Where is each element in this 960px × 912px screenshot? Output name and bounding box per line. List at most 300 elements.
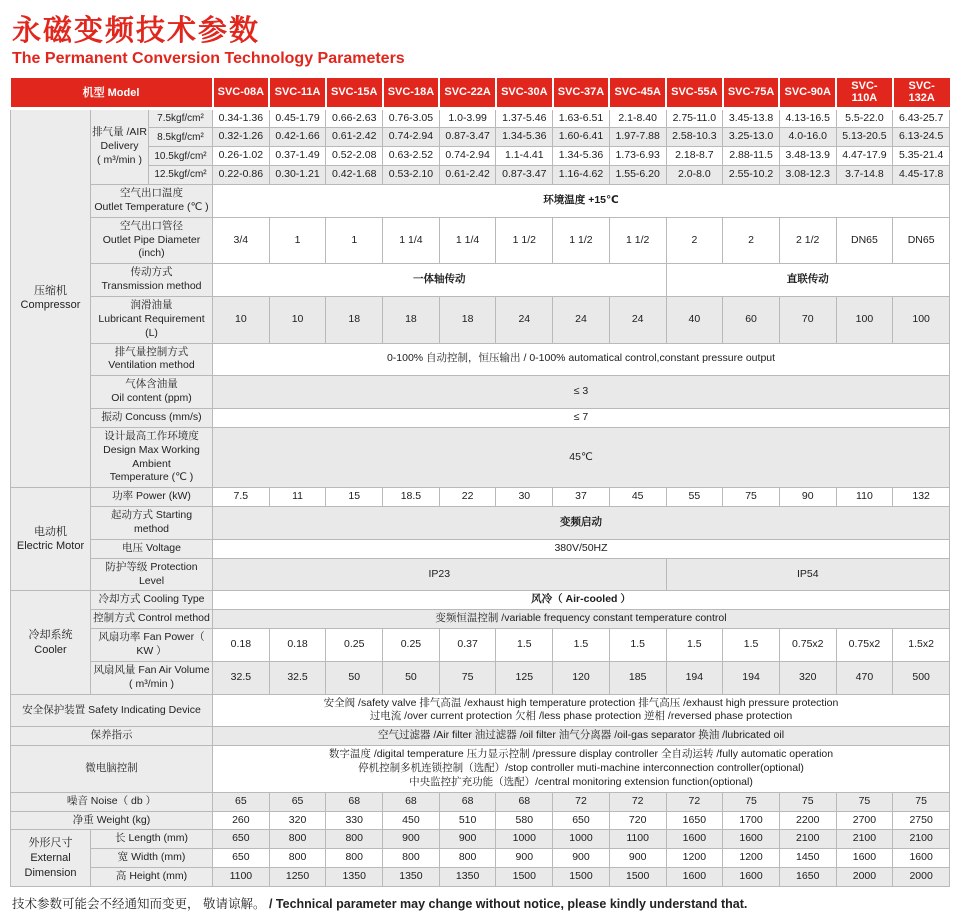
value-cell: 2100 bbox=[836, 830, 893, 849]
value-cell: 75 bbox=[439, 661, 496, 694]
param-label bbox=[91, 427, 213, 487]
value-cell: 0.52-2.08 bbox=[326, 147, 383, 166]
value-cell: 0.87-3.47 bbox=[496, 166, 553, 185]
row-noise bbox=[11, 792, 950, 811]
value-cell: 1200 bbox=[723, 849, 780, 868]
row-outlet-temperature bbox=[11, 184, 950, 217]
value-cell: 50 bbox=[326, 661, 383, 694]
value-cell: 15 bbox=[326, 488, 383, 507]
value-cell: 0.63-2.52 bbox=[383, 147, 440, 166]
row-lubricant-requirement bbox=[11, 296, 950, 343]
param-label: 安全保护装置 Safety Indicating Device bbox=[11, 694, 213, 727]
value-cell: 30 bbox=[496, 488, 553, 507]
value-cell bbox=[213, 694, 950, 727]
param-label: 防护等级 Protection Level bbox=[91, 558, 213, 591]
cell-line: 气体含油量 bbox=[125, 378, 178, 391]
row-ventilation-method bbox=[11, 343, 950, 376]
model-header-SVC-30A: SVC-30A bbox=[496, 78, 553, 108]
value-cell: 650 bbox=[553, 811, 610, 830]
value-cell: 72 bbox=[666, 792, 723, 811]
value-cell: 1.5x2 bbox=[893, 629, 950, 662]
param-label: 保养指示 bbox=[11, 727, 213, 746]
value-cell: IP54 bbox=[666, 558, 949, 591]
value-cell: 1100 bbox=[213, 868, 270, 887]
cell-line: Cooler bbox=[34, 643, 67, 656]
cell-line: 停机控制多机连锁控制（选配）/stop controller muti-machine interconnection controller(optional) bbox=[358, 762, 804, 775]
value-cell: 1650 bbox=[666, 811, 723, 830]
pressure-label: 8.5kgf/cm² bbox=[149, 128, 213, 147]
value-cell: 0.42-1.66 bbox=[269, 128, 326, 147]
value-cell: 1600 bbox=[723, 830, 780, 849]
cell-line: 排气量 /AIR bbox=[92, 125, 147, 138]
value-cell: 0.18 bbox=[213, 629, 270, 662]
value-cell: 0.26-1.02 bbox=[213, 147, 270, 166]
cell-line: 润滑油量 bbox=[130, 298, 173, 311]
value-cell: 2.88-11.5 bbox=[723, 147, 780, 166]
value-cell: 55 bbox=[666, 488, 723, 507]
value-cell: 120 bbox=[553, 661, 610, 694]
value-cell: 320 bbox=[269, 811, 326, 830]
cell-line: Outlet Pipe Diameter (inch) bbox=[102, 233, 201, 260]
row-design-max-ambient-temperature bbox=[11, 427, 950, 487]
footnote bbox=[12, 894, 950, 912]
value-cell: 6.13-24.5 bbox=[893, 128, 950, 147]
row-transmission-method bbox=[11, 264, 950, 297]
value-cell: 0.75x2 bbox=[779, 629, 836, 662]
value-cell: 1700 bbox=[723, 811, 780, 830]
value-cell: 0.30-1.21 bbox=[269, 166, 326, 185]
spec-table-body bbox=[11, 108, 950, 887]
value-cell: 70 bbox=[779, 296, 836, 343]
row-length bbox=[11, 830, 950, 849]
value-cell: 75 bbox=[723, 792, 780, 811]
value-cell: 194 bbox=[666, 661, 723, 694]
row-concuss bbox=[11, 408, 950, 427]
param-label: 冷却方式 Cooling Type bbox=[91, 591, 213, 610]
value-cell: 1.73-6.93 bbox=[609, 147, 666, 166]
value-cell: 1.63-6.51 bbox=[553, 108, 610, 128]
value-cell: 194 bbox=[723, 661, 780, 694]
value-cell: 1 bbox=[269, 217, 326, 264]
value-cell: 1.97-7.88 bbox=[609, 128, 666, 147]
value-cell: 1 1/2 bbox=[496, 217, 553, 264]
value-cell: 380V/50HZ bbox=[213, 539, 950, 558]
cell-line: 压缩机 bbox=[34, 284, 67, 297]
pressure-label: 10.5kgf/cm² bbox=[149, 147, 213, 166]
row-air-delivery-12.5 bbox=[11, 166, 950, 185]
param-label bbox=[91, 264, 213, 297]
model-header-SVC-45A: SVC-45A bbox=[609, 78, 666, 108]
value-cell: 1.5 bbox=[496, 629, 553, 662]
value-cell: 1600 bbox=[723, 868, 780, 887]
value-cell: 3/4 bbox=[213, 217, 270, 264]
value-cell: 185 bbox=[609, 661, 666, 694]
param-label: 起动方式 Starting method bbox=[91, 507, 213, 540]
model-header-SVC-22A: SVC-22A bbox=[439, 78, 496, 108]
row-cooling-type bbox=[11, 591, 950, 610]
row-voltage bbox=[11, 539, 950, 558]
value-cell: 24 bbox=[609, 296, 666, 343]
value-cell: 变频启动 bbox=[213, 507, 950, 540]
value-cell: 37 bbox=[553, 488, 610, 507]
spec-table bbox=[10, 78, 950, 887]
value-cell: 2.75-11.0 bbox=[666, 108, 723, 128]
value-cell: 3.08-12.3 bbox=[779, 166, 836, 185]
value-cell: 75 bbox=[779, 792, 836, 811]
value-cell: 1450 bbox=[779, 849, 836, 868]
value-cell: 2.1-8.40 bbox=[609, 108, 666, 128]
page-subtitle: The Permanent Conversion Technology Parameters bbox=[12, 50, 405, 67]
value-cell: 风冷（ Air-cooled ） bbox=[213, 591, 950, 610]
value-cell: 10 bbox=[269, 296, 326, 343]
value-cell: 2100 bbox=[893, 830, 950, 849]
value-cell: 5.13-20.5 bbox=[836, 128, 893, 147]
value-cell: 720 bbox=[609, 811, 666, 830]
param-label: 长 Length (mm) bbox=[91, 830, 213, 849]
value-cell: 510 bbox=[439, 811, 496, 830]
value-cell: 1.55-6.20 bbox=[609, 166, 666, 185]
value-cell: 2 bbox=[666, 217, 723, 264]
value-cell: 1350 bbox=[383, 868, 440, 887]
value-cell: 0.75x2 bbox=[836, 629, 893, 662]
value-cell: 68 bbox=[496, 792, 553, 811]
row-height bbox=[11, 868, 950, 887]
cell-line: 传动方式 bbox=[130, 266, 173, 279]
value-cell: 3.7-14.8 bbox=[836, 166, 893, 185]
value-cell: 1.34-5.36 bbox=[553, 147, 610, 166]
value-cell: 2700 bbox=[836, 811, 893, 830]
value-cell: 0.76-3.05 bbox=[383, 108, 440, 128]
value-cell: 65 bbox=[213, 792, 270, 811]
row-microcomputer-control bbox=[11, 746, 950, 793]
cell-line: Delivery bbox=[100, 139, 139, 152]
value-cell: 75 bbox=[723, 488, 780, 507]
value-cell: 500 bbox=[893, 661, 950, 694]
value-cell: 0.87-3.47 bbox=[439, 128, 496, 147]
cell-line: Ventilation method bbox=[108, 359, 195, 372]
cell-line: Design Max Working Ambient bbox=[103, 443, 200, 470]
value-cell: IP23 bbox=[213, 558, 667, 591]
value-cell: 3.45-13.8 bbox=[723, 108, 780, 128]
value-cell: 580 bbox=[496, 811, 553, 830]
value-cell: 18 bbox=[326, 296, 383, 343]
pressure-label: 7.5kgf/cm² bbox=[149, 108, 213, 128]
param-label: 控制方式 Control method bbox=[91, 610, 213, 629]
value-cell: 0-100% 自动控制，恒压输出 / 0-100% automatical control,constant pressure output bbox=[213, 343, 950, 376]
value-cell: 68 bbox=[326, 792, 383, 811]
row-control-method bbox=[11, 610, 950, 629]
param-label: 宽 Width (mm) bbox=[91, 849, 213, 868]
value-cell: 450 bbox=[383, 811, 440, 830]
value-cell: 1350 bbox=[439, 868, 496, 887]
value-cell: 68 bbox=[383, 792, 440, 811]
value-cell: 0.53-2.10 bbox=[383, 166, 440, 185]
value-cell: 2000 bbox=[893, 868, 950, 887]
value-cell: 800 bbox=[439, 849, 496, 868]
value-cell: 800 bbox=[326, 830, 383, 849]
group-label bbox=[11, 591, 91, 694]
value-cell: 800 bbox=[326, 849, 383, 868]
value-cell: 900 bbox=[553, 849, 610, 868]
param-label bbox=[91, 296, 213, 343]
param-label bbox=[91, 108, 149, 184]
model-header-SVC-75A: SVC-75A bbox=[723, 78, 780, 108]
row-air-delivery-7.5 bbox=[11, 108, 950, 128]
value-cell: 1.37-5.46 bbox=[496, 108, 553, 128]
pressure-label: 12.5kgf/cm² bbox=[149, 166, 213, 185]
cell-line: 过电流 /over current protection 欠相 /less phase protection 逆相 /reversed phase protection bbox=[369, 710, 793, 723]
value-cell bbox=[213, 746, 950, 793]
value-cell: 1250 bbox=[269, 868, 326, 887]
value-cell: 直联传动 bbox=[666, 264, 949, 297]
param-label: 净重 Weight (kg) bbox=[11, 811, 213, 830]
row-air-delivery-8.5 bbox=[11, 128, 950, 147]
value-cell: 4.47-17.9 bbox=[836, 147, 893, 166]
value-cell: 空气过滤器 /Air filter 油过滤器 /oil filter 油气分离器 /oil-gas separator 换油 /lubricated oil bbox=[213, 727, 950, 746]
value-cell: DN65 bbox=[836, 217, 893, 264]
value-cell: 72 bbox=[553, 792, 610, 811]
value-cell: 3.48-13.9 bbox=[779, 147, 836, 166]
row-fan-power bbox=[11, 629, 950, 662]
page-title: 永磁变频技术参数 bbox=[12, 15, 261, 47]
value-cell: 2.58-10.3 bbox=[666, 128, 723, 147]
value-cell: 2750 bbox=[893, 811, 950, 830]
value-cell: 330 bbox=[326, 811, 383, 830]
value-cell: 0.45-1.79 bbox=[269, 108, 326, 128]
group-label bbox=[11, 108, 91, 488]
value-cell: 1600 bbox=[666, 868, 723, 887]
value-cell: 1.60-6.41 bbox=[553, 128, 610, 147]
value-cell: 32.5 bbox=[269, 661, 326, 694]
value-cell: 1200 bbox=[666, 849, 723, 868]
row-safety-indicating-device bbox=[11, 694, 950, 727]
row-motor-power bbox=[11, 488, 950, 507]
value-cell: 800 bbox=[383, 849, 440, 868]
value-cell: 72 bbox=[609, 792, 666, 811]
value-cell: 24 bbox=[553, 296, 610, 343]
value-cell: 50 bbox=[383, 661, 440, 694]
value-cell: 0.37 bbox=[439, 629, 496, 662]
param-label: 振动 Concuss (mm/s) bbox=[91, 408, 213, 427]
value-cell: 900 bbox=[383, 830, 440, 849]
group-label bbox=[11, 488, 91, 591]
cell-line: Transmission method bbox=[101, 280, 202, 293]
value-cell: 1600 bbox=[893, 849, 950, 868]
value-cell: 1650 bbox=[779, 868, 836, 887]
group-label bbox=[11, 830, 91, 887]
value-cell: 2200 bbox=[779, 811, 836, 830]
value-cell: 65 bbox=[269, 792, 326, 811]
model-header-SVC-18A: SVC-18A bbox=[383, 78, 440, 108]
value-cell: 24 bbox=[496, 296, 553, 343]
cell-line: 冷却系统 bbox=[28, 628, 73, 641]
value-cell: 0.25 bbox=[383, 629, 440, 662]
value-cell: 3.25-13.0 bbox=[723, 128, 780, 147]
value-cell: 650 bbox=[213, 849, 270, 868]
value-cell: 1100 bbox=[609, 830, 666, 849]
value-cell: 0.25 bbox=[326, 629, 383, 662]
value-cell: 100 bbox=[836, 296, 893, 343]
value-cell: 0.74-2.94 bbox=[383, 128, 440, 147]
value-cell: 0.42-1.68 bbox=[326, 166, 383, 185]
cell-line: External bbox=[30, 851, 71, 864]
value-cell: 320 bbox=[779, 661, 836, 694]
footnote-zh: 技术参数可能会不经通知而变更， 敬请谅解。 bbox=[12, 897, 266, 912]
value-cell: 100 bbox=[893, 296, 950, 343]
param-label bbox=[91, 184, 213, 217]
model-header-SVC-132A: SVC-132A bbox=[893, 78, 950, 108]
value-cell: 0.18 bbox=[269, 629, 326, 662]
value-cell: 60 bbox=[723, 296, 780, 343]
param-label bbox=[91, 343, 213, 376]
value-cell: 0.37-1.49 bbox=[269, 147, 326, 166]
cell-line: 空气出口管径 bbox=[120, 219, 183, 232]
value-cell: 650 bbox=[213, 830, 270, 849]
param-label: 微电脑控制 bbox=[11, 746, 213, 793]
cell-line: 设计最高工作环境度 bbox=[104, 429, 199, 442]
value-cell: 68 bbox=[439, 792, 496, 811]
param-label: 风扇风量 Fan Air Volume ( m³/min ) bbox=[91, 661, 213, 694]
value-cell: 环境温度 +15℃ bbox=[213, 184, 950, 217]
model-header-SVC-55A: SVC-55A bbox=[666, 78, 723, 108]
model-header-SVC-90A: SVC-90A bbox=[779, 78, 836, 108]
value-cell: 0.74-2.94 bbox=[439, 147, 496, 166]
row-maintenance-indicator bbox=[11, 727, 950, 746]
value-cell: 7.5 bbox=[213, 488, 270, 507]
value-cell: 1500 bbox=[553, 868, 610, 887]
value-cell: 1.5 bbox=[666, 629, 723, 662]
value-cell: 18 bbox=[383, 296, 440, 343]
cell-line: 安全阀 /safety valve 排气高温 /exhaust high temperature protection 排气高压 /exhaust high pressure protection bbox=[323, 696, 839, 709]
value-cell: ≤ 3 bbox=[213, 376, 950, 409]
value-cell: 10 bbox=[213, 296, 270, 343]
value-cell: 4.0-16.0 bbox=[779, 128, 836, 147]
value-cell: 125 bbox=[496, 661, 553, 694]
row-air-delivery-10.5 bbox=[11, 147, 950, 166]
value-cell: 1.5 bbox=[553, 629, 610, 662]
value-cell: 2.55-10.2 bbox=[723, 166, 780, 185]
value-cell: 2 1/2 bbox=[779, 217, 836, 264]
value-cell: 1000 bbox=[553, 830, 610, 849]
value-cell: 800 bbox=[269, 830, 326, 849]
value-cell: 45℃ bbox=[213, 427, 950, 487]
cell-line: Compressor bbox=[20, 299, 81, 312]
value-cell: 1.5 bbox=[723, 629, 780, 662]
value-cell: 0.66-2.63 bbox=[326, 108, 383, 128]
value-cell: 1600 bbox=[836, 849, 893, 868]
value-cell: 1.1-4.41 bbox=[496, 147, 553, 166]
value-cell: 6.43-25.7 bbox=[893, 108, 950, 128]
value-cell: 18.5 bbox=[383, 488, 440, 507]
cell-line: ( m³/min ) bbox=[97, 153, 142, 166]
param-label: 电压 Voltage bbox=[91, 539, 213, 558]
row-starting-method bbox=[11, 507, 950, 540]
row-outlet-pipe-diameter bbox=[11, 217, 950, 264]
value-cell: 4.45-17.8 bbox=[893, 166, 950, 185]
param-label bbox=[91, 376, 213, 409]
row-width bbox=[11, 849, 950, 868]
value-cell: 1 1/2 bbox=[609, 217, 666, 264]
value-cell: 900 bbox=[439, 830, 496, 849]
row-protection-level bbox=[11, 558, 950, 591]
value-cell: 18 bbox=[439, 296, 496, 343]
row-fan-air-volume bbox=[11, 661, 950, 694]
value-cell: 2100 bbox=[779, 830, 836, 849]
value-cell: 1 1/4 bbox=[383, 217, 440, 264]
value-cell: 2.18-8.7 bbox=[666, 147, 723, 166]
param-label: 风扇功率 Fan Power（ KW ） bbox=[91, 629, 213, 662]
value-cell: 900 bbox=[496, 849, 553, 868]
cell-line: 电动机 bbox=[34, 525, 67, 538]
cell-line: 排气量控制方式 bbox=[114, 345, 189, 358]
value-cell: 0.22-0.86 bbox=[213, 166, 270, 185]
row-oil-content bbox=[11, 376, 950, 409]
value-cell: 470 bbox=[836, 661, 893, 694]
value-cell: ≤ 7 bbox=[213, 408, 950, 427]
value-cell: 22 bbox=[439, 488, 496, 507]
param-label: 高 Height (mm) bbox=[91, 868, 213, 887]
value-cell: 1500 bbox=[609, 868, 666, 887]
value-cell: 800 bbox=[269, 849, 326, 868]
cell-line: Temperature (℃ ) bbox=[109, 471, 194, 484]
value-cell: 0.34-1.36 bbox=[213, 108, 270, 128]
value-cell: 5.5-22.0 bbox=[836, 108, 893, 128]
value-cell: 110 bbox=[836, 488, 893, 507]
value-cell: 45 bbox=[609, 488, 666, 507]
value-cell: 1 bbox=[326, 217, 383, 264]
cell-line: Outlet Temperature (℃ ) bbox=[94, 200, 209, 213]
value-cell: 0.61-2.42 bbox=[439, 166, 496, 185]
cell-line: Lubricant Requirement (L) bbox=[98, 312, 205, 339]
value-cell: 75 bbox=[836, 792, 893, 811]
value-cell: 260 bbox=[213, 811, 270, 830]
value-cell: DN65 bbox=[893, 217, 950, 264]
model-header-corner: 机型 Model bbox=[11, 78, 213, 108]
row-weight bbox=[11, 811, 950, 830]
value-cell: 2 bbox=[723, 217, 780, 264]
param-label: 噪音 Noise（ db ） bbox=[11, 792, 213, 811]
value-cell: 1.0-3.99 bbox=[439, 108, 496, 128]
model-header-SVC-11A: SVC-11A bbox=[269, 78, 326, 108]
model-header-SVC-37A: SVC-37A bbox=[553, 78, 610, 108]
value-cell: 90 bbox=[779, 488, 836, 507]
cell-line: Dimension bbox=[24, 866, 77, 879]
cell-line: 外形尺寸 bbox=[28, 837, 73, 850]
value-cell: 1500 bbox=[496, 868, 553, 887]
value-cell: 40 bbox=[666, 296, 723, 343]
value-cell: 132 bbox=[893, 488, 950, 507]
footnote-en: / Technical parameter may change without notice, please kindly understand that. bbox=[268, 897, 748, 912]
model-header-SVC-15A: SVC-15A bbox=[326, 78, 383, 108]
value-cell: 1 1/2 bbox=[553, 217, 610, 264]
cell-line: Oil content (ppm) bbox=[111, 392, 192, 405]
model-header-SVC-08A: SVC-08A bbox=[213, 78, 270, 108]
value-cell: 1600 bbox=[666, 830, 723, 849]
value-cell: 1.5 bbox=[609, 629, 666, 662]
value-cell: 5.35-21.4 bbox=[893, 147, 950, 166]
param-label bbox=[91, 217, 213, 264]
value-cell: 变频恒温控制 /variable frequency constant temperature control bbox=[213, 610, 950, 629]
model-header-SVC-110A: SVC-110A bbox=[836, 78, 893, 108]
cell-line: Electric Motor bbox=[16, 540, 85, 553]
value-cell: 0.32-1.26 bbox=[213, 128, 270, 147]
value-cell: 4.13-16.5 bbox=[779, 108, 836, 128]
value-cell: 75 bbox=[893, 792, 950, 811]
value-cell: 2000 bbox=[836, 868, 893, 887]
value-cell: 0.61-2.42 bbox=[326, 128, 383, 147]
value-cell: 1000 bbox=[496, 830, 553, 849]
value-cell: 1.34-5.36 bbox=[496, 128, 553, 147]
